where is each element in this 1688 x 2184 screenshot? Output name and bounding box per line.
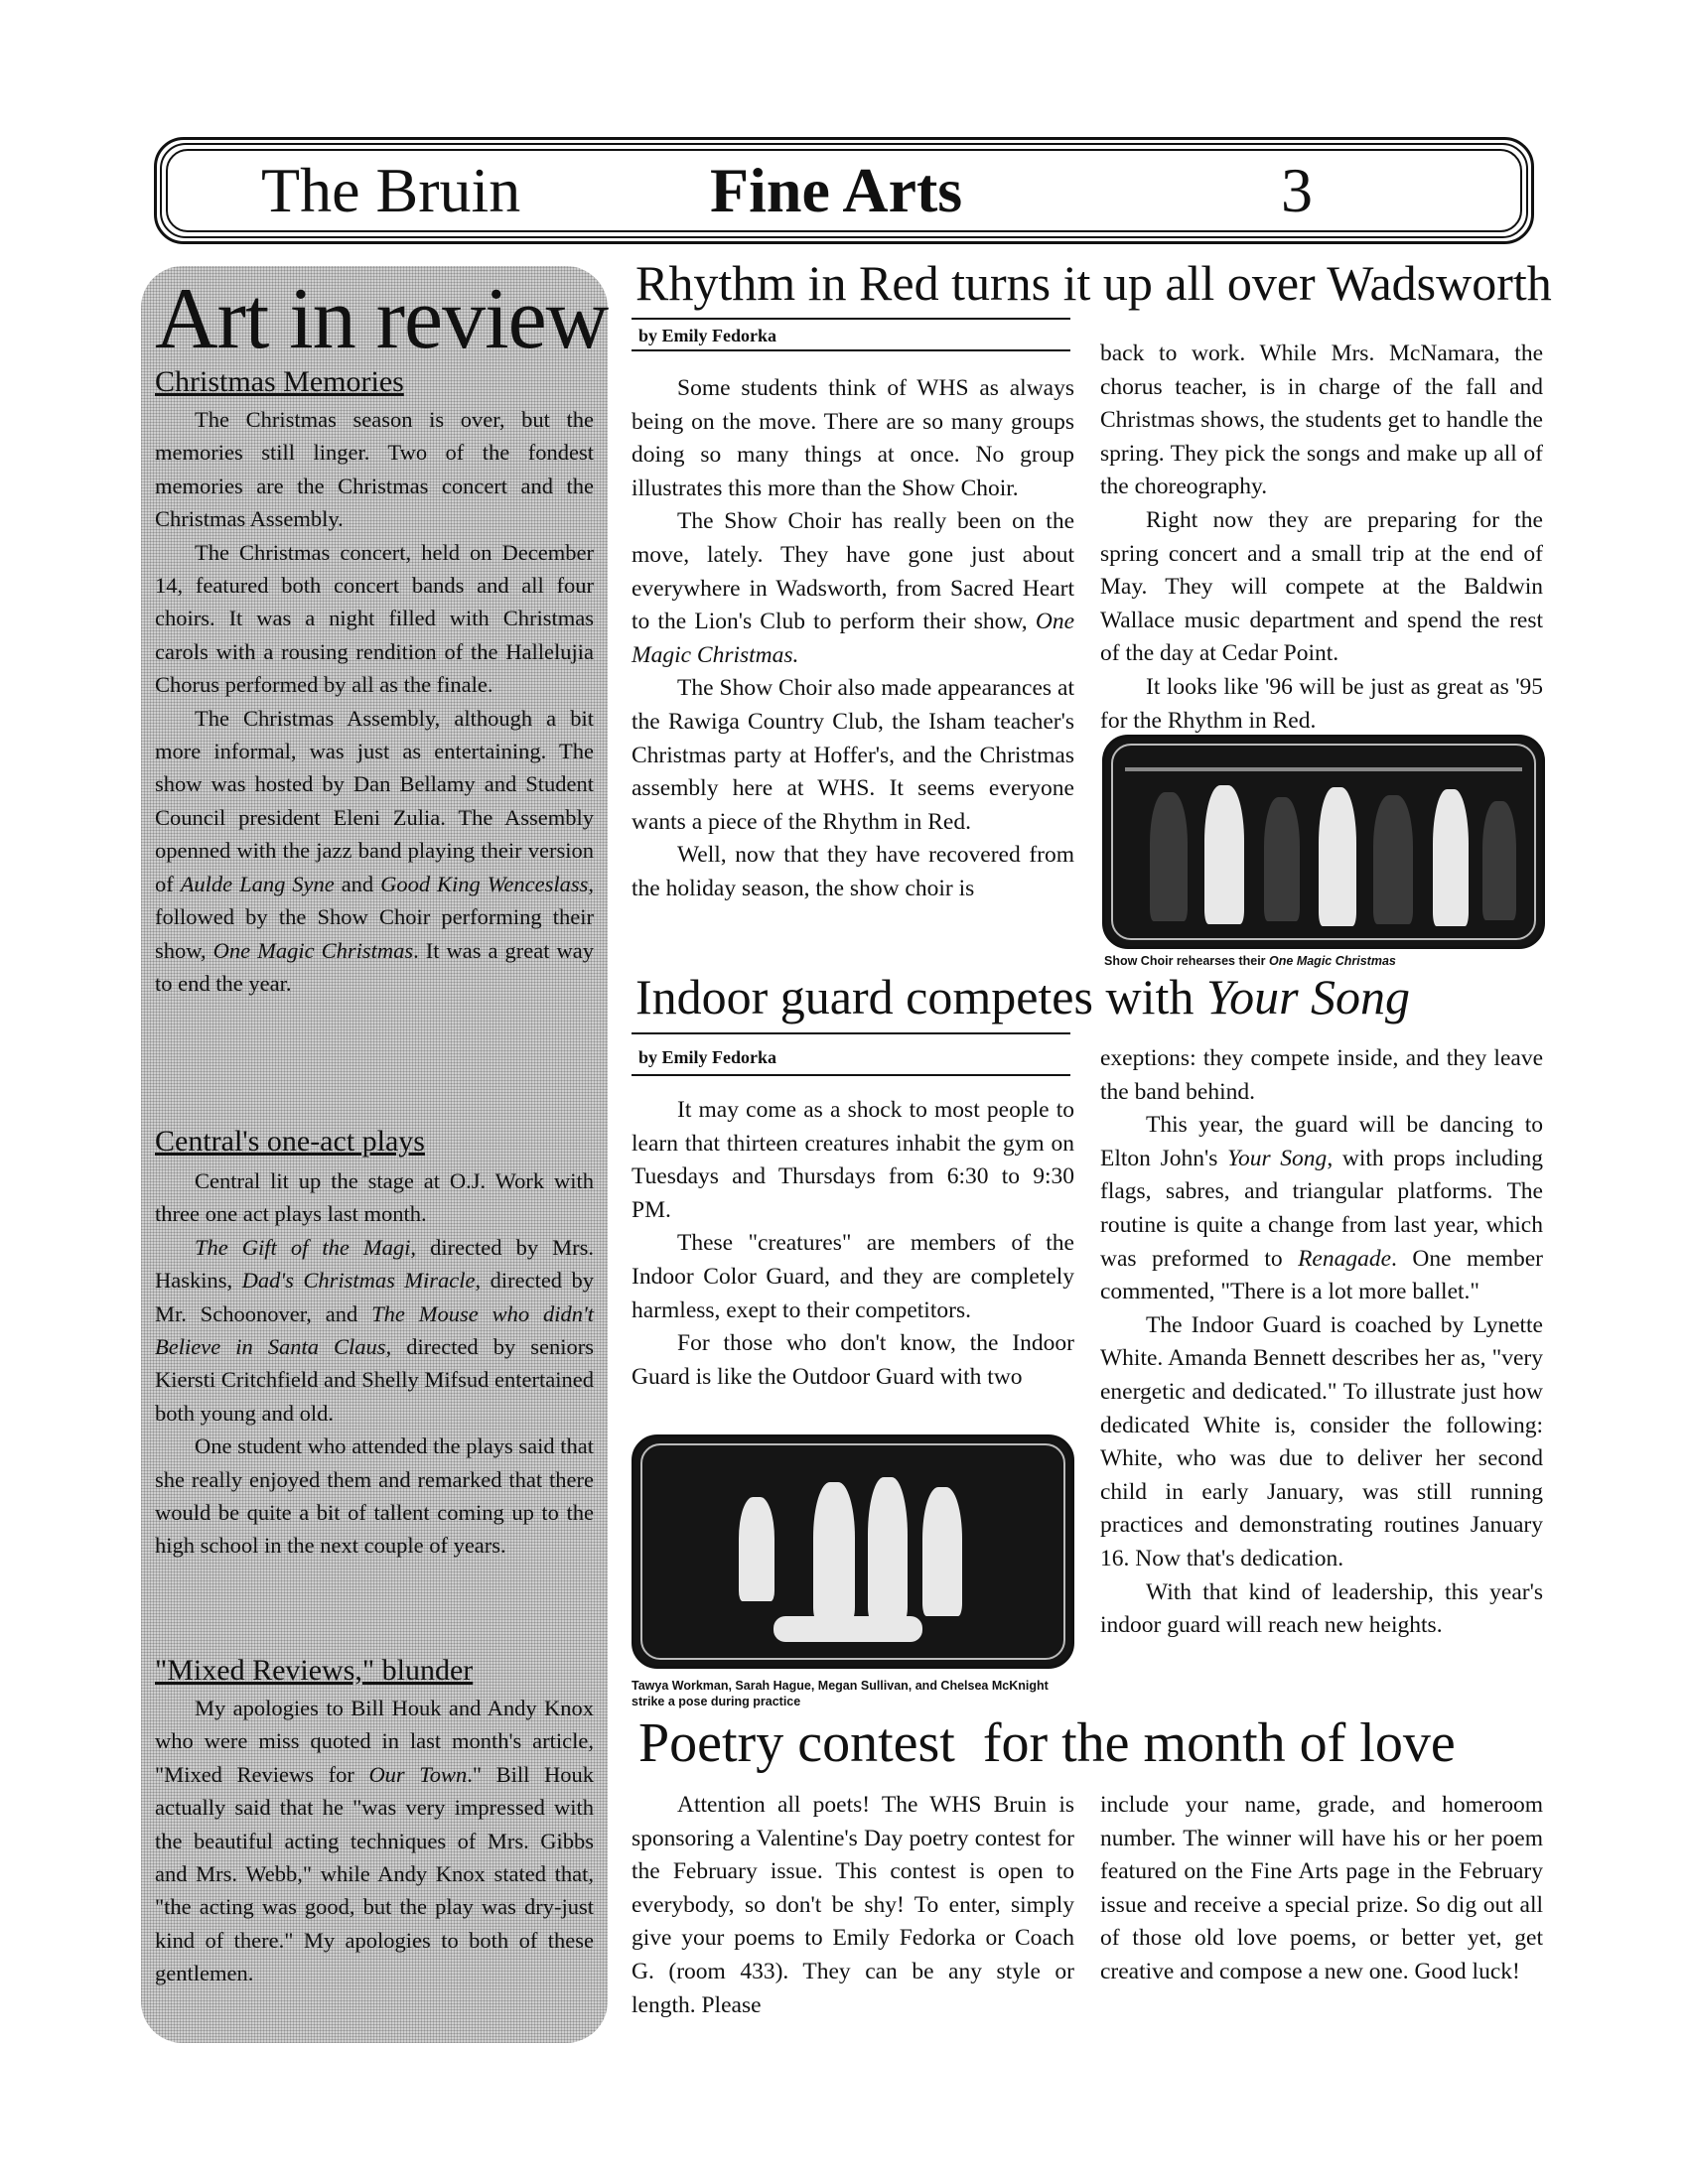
article-byline: by Emily Fedorka xyxy=(638,1047,777,1067)
show-choir-photo xyxy=(1102,735,1545,949)
paragraph: The Christmas concert, held on December 14, featured both concert bands and all four choirs. It was a night filled with Christmas carols with a rousing rendition of the Hallelujia Chorus performed by all as the finale. xyxy=(155,539,594,698)
article-byline: by Emily Fedorka xyxy=(638,326,777,345)
masthead-banner xyxy=(154,137,1534,244)
paragraph: It looks like '96 will be just as great as '95 for the Rhythm in Red. xyxy=(1100,673,1543,734)
paragraph: Central lit up the stage at O.J. Work with three one act plays last month. xyxy=(155,1168,594,1227)
sidebar-heading-one-act-plays: Central's one-act plays xyxy=(155,1125,425,1158)
paragraph: The Indoor Guard is coached by Lynette White. Amanda Bennett describes her as, "very energetic and dedicated." To illustrate just how dedicated White is, consider the following: White, who was due to deliver her second child in early January, was still running practices and demonstrating routines January 16. Now that's dedication. xyxy=(1100,1311,1543,1571)
article-column-1 xyxy=(632,1094,1074,1394)
headline-rule xyxy=(632,318,1070,320)
paragraph: One student who attended the plays said that she really enjoyed them and remarked that there would be quite a bit of tallent coming up to the high school in the next couple of years. xyxy=(155,1433,594,1559)
article-column-1 xyxy=(632,1789,1074,2022)
paragraph: include your name, grade, and homeroom number. The winner will have his or her poem featured on the Fine Arts page in the February issue and receive a special prize. So dig out all of those old love poems, or better yet, get creative and compose a new one. Good luck! xyxy=(1100,1792,1543,1984)
byline-rule xyxy=(632,1074,1070,1076)
paper-name: The Bruin xyxy=(261,155,521,225)
paragraph: This year, the guard will be dancing to Elton John's Your Song, with props including flags, sabres, and triangular platforms. The routine is quite a change from last year, which was preformed to Renagade. One member commented, "There is a lot more ballet." xyxy=(1100,1112,1544,1305)
sidebar-heading-christmas-memories: Christmas Memories xyxy=(155,365,404,398)
paragraph: These "creatures" are members of the Indoor Color Guard, and they are completely harmless, exept to their competitors. xyxy=(632,1230,1074,1323)
art-in-review-sidebar xyxy=(141,266,608,2043)
paragraph: With that kind of leadership, this year's indoor guard will reach new heights. xyxy=(1100,1578,1543,1639)
headline-rule xyxy=(632,1032,1070,1034)
page-number: 3 xyxy=(1281,155,1313,225)
article-column-2 xyxy=(1100,1789,1543,1989)
sidebar-text-one-act-plays xyxy=(155,1164,594,1563)
article-headline-poetry-contest: Poetry contest for the month of love xyxy=(638,1712,1456,1774)
sidebar-title: Art in review xyxy=(155,271,609,367)
paragraph: For those who don't know, the Indoor Guard is like the Outdoor Guard with two xyxy=(632,1330,1074,1390)
article-headline-indoor-guard: Indoor guard competes with Your Song xyxy=(635,969,1411,1024)
article-column-2 xyxy=(1100,1042,1543,1643)
paragraph: Right now they are preparing for the spring concert and a small trip at the end of May. They will compete at the Baldwin Wallace music department and spend the rest of the day at Cedar Point. xyxy=(1100,506,1543,667)
sidebar-text-mixed-reviews xyxy=(155,1692,594,1990)
paragraph: The Show Choir also made appearances at the Rawiga Country Club, the Isham teacher's Christmas party at Hoffer's, and the Christmas assembly here at WHS. It seems everyone wants a piece of the Rhythm in Red. xyxy=(632,675,1074,835)
paragraph: My apologies to Bill Houk and Andy Knox who were miss quoted in last month's article, "Mixed Reviews for Our Town." Bill Houk actually said that he "was very impressed with the beautiful acting techniques of Mrs. Gibbs and Mrs. Webb," while Andy Knox stated that, "the acting was good, but the play was dry-just kind of there." My apologies to both of these gentlemen. xyxy=(155,1696,595,1986)
sidebar-text-christmas-memories xyxy=(155,403,594,1000)
paragraph: The Show Choir has really been on the move, lately. They have gone just about everywhere in Wadsworth, from Sacred Heart to the Lion's Club to perform their show, One Magic Christmas. xyxy=(632,508,1074,668)
sidebar-heading-mixed-reviews: "Mixed Reviews," blunder xyxy=(155,1654,474,1687)
section-title: Fine Arts xyxy=(710,155,963,225)
article-headline-rhythm-in-red: Rhythm in Red turns it up all over Wadsworth xyxy=(635,255,1552,311)
paragraph: The Christmas season is over, but the memories still linger. Two of the fondest memories are the Christmas concert and the Christmas Assembly. xyxy=(155,407,594,532)
paragraph: The Christmas Assembly, although a bit more informal, was just as entertaining. The show was hosted by Dan Bellamy and Student Council president Eleni Zulia. The Assembly openned with the jazz band playing their version of Aulde Lang Syne and Good King Wenceslass, followed by the Show Choir performing their show, One Magic Christmas. It was a great way to end the year. xyxy=(155,705,595,996)
paragraph: Attention all poets! The WHS Bruin is sponsoring a Valentine's Day poetry contest for the February issue. This contest is open to everybody, so don't be shy! To enter, simply give your poems to Emily Fedorka or Coach G. (room 433). They can be any style or length. Please xyxy=(632,1792,1074,2018)
photo-caption: Show Choir rehearses their One Magic Christmas xyxy=(1104,954,1396,968)
paragraph: back to work. While Mrs. McNamara, the chorus teacher, is in charge of the fall and Christmas shows, the students get to handle the spring. They pick the songs and make up all of the choreography. xyxy=(1100,341,1543,500)
paragraph: Some students think of WHS as always being on the move. There are so many groups doing so many things at once. No group illustrates this more than the Show Choir. xyxy=(632,375,1074,501)
paragraph: It may come as a shock to most people to learn that thirteen creatures inhabit the gym on Tuesdays and Thursdays from 6:30 to 9:30 PM. xyxy=(632,1097,1074,1223)
byline-rule xyxy=(632,349,1070,351)
paragraph: The Gift of the Magi, directed by Mrs. Haskins, Dad's Christmas Miracle, directed by Mr. Schoonover, and The Mouse who didn't Believe in Santa Claus, directed by seniors Kiersti Critchfield and Shelly Mifsud entertained both young and old. xyxy=(155,1234,595,1426)
paragraph: Well, now that they have recovered from the holiday season, the show choir is xyxy=(632,842,1074,901)
article-column-1 xyxy=(632,372,1074,906)
article-column-2 xyxy=(1100,338,1543,738)
indoor-guard-photo xyxy=(632,1434,1074,1669)
photo-caption: Tawya Workman, Sarah Hague, Megan Sullivan, and Chelsea McKnight strike a pose during practice xyxy=(632,1679,1049,1708)
paragraph: exeptions: they compete inside, and they leave the band behind. xyxy=(1100,1045,1543,1105)
